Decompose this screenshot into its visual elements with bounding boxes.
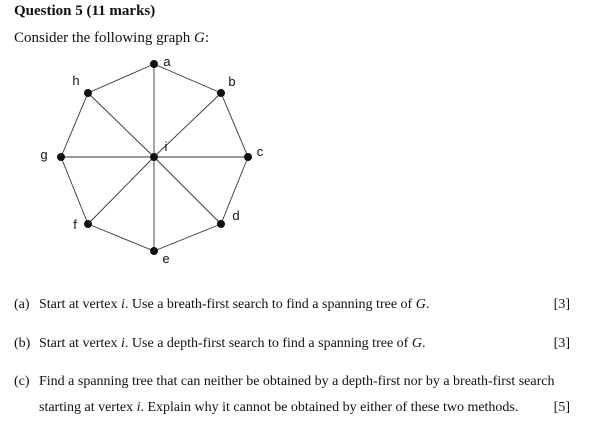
part-b-graph-var: G [411,336,422,351]
edge-d-e [154,224,221,251]
intro-prefix: Consider the following graph [14,30,194,46]
vertex-b [217,89,225,97]
vertex-a [150,60,158,68]
edge-i-h [88,93,154,157]
part-a-vertex-var: i [121,297,125,312]
edge-f-g [61,157,88,224]
vertex-h [84,89,92,97]
part-c-line-2 [39,400,518,415]
intro-suffix: : [204,30,209,46]
vertex-label-d: d [232,208,240,223]
question-part-a [14,292,570,318]
part-a-text-3: . [425,297,430,312]
intro-graph-variable: G [193,30,205,46]
vertex-i [150,153,158,161]
part-c-label: (c) [14,374,30,389]
vertex-label-b: b [228,74,236,89]
vertex-label-f: f [73,217,77,232]
graph-vertices [57,60,252,255]
edge-h-a [88,64,154,93]
vertex-g [57,153,65,161]
vertex-label-h: h [72,73,80,88]
part-c-vertex-var: i [136,400,141,415]
vertex-c [244,153,252,161]
question-title: Question 5 (11 marks) [14,3,156,19]
part-b-text-3: . [421,336,426,351]
part-a-marks: [3] [553,297,570,312]
part-a-text-2: . Use a breath-first search to find a spanning tree of [124,297,416,312]
vertex-e [150,247,158,255]
part-a-label: (a) [14,297,30,312]
question-part-b [14,331,570,357]
edge-i-d [154,157,221,224]
part-c-marks: [5] [553,400,570,415]
vertex-label-i: i [164,139,168,154]
vertex-f [84,220,92,228]
part-b-text-2: . Use a depth-first search to find a spanning tree of [124,336,412,351]
part-a-graph-var: G [415,297,426,312]
vertex-label-g: g [40,147,48,162]
edge-i-f [88,157,154,224]
vertex-d [217,220,225,228]
edge-e-f [88,224,154,251]
part-a-text-1: Start at vertex [39,297,122,312]
vertex-label-c: c [256,144,264,159]
vertex-label-e: e [162,251,170,266]
part-b-vertex-var: i [121,336,125,351]
part-c-line-1: Find a spanning tree that can neither be obtained by a depth-first nor by a breath-first search [39,374,555,389]
part-c-text-2: . Explain why it cannot be obtained by either of these two methods. [140,400,519,415]
part-b-text [39,336,425,351]
part-b-marks: [3] [553,336,570,351]
vertex-label-a: a [163,54,171,69]
edge-g-h [61,93,88,157]
edge-b-c [221,93,248,157]
part-b-text-1: Start at vertex [39,336,122,351]
part-c-text-1: starting at vertex [39,400,137,415]
part-a-text [39,297,429,312]
part-b-label: (b) [14,336,31,351]
question-part-c [14,369,570,421]
